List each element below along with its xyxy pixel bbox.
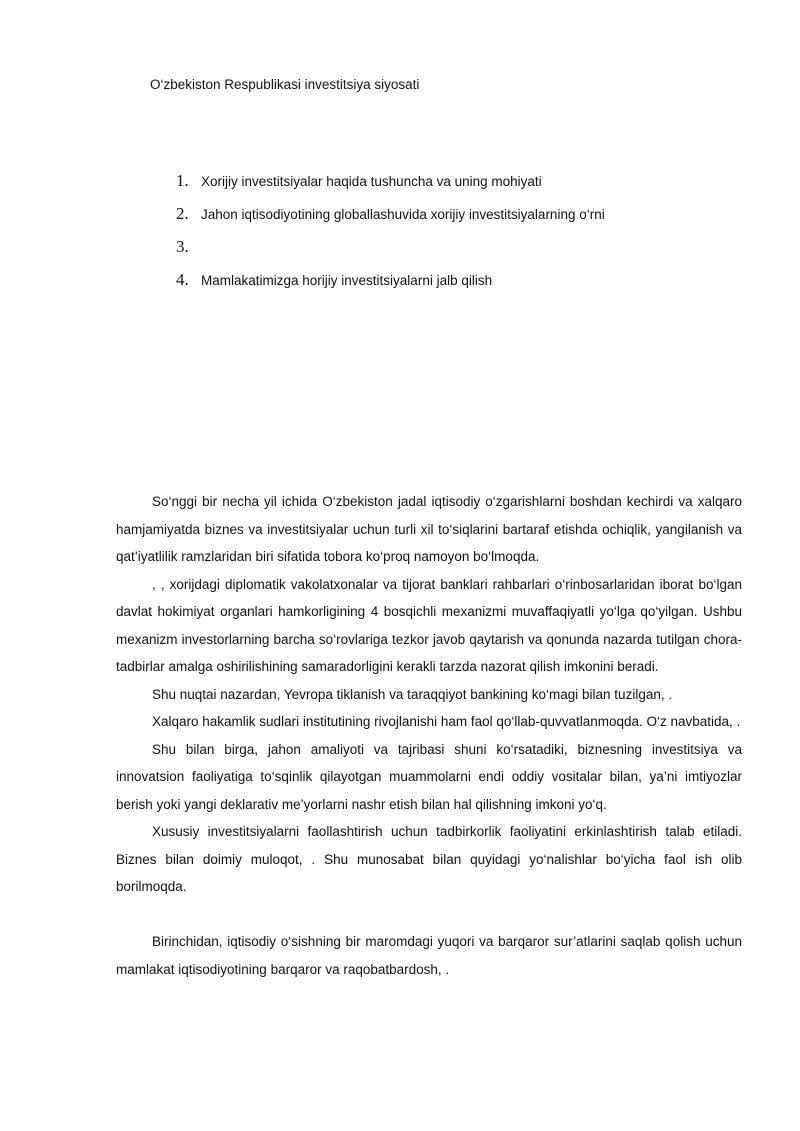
outline-text: Xorijiy investitsiyalar haqida tushuncha va uning mohiyati [201, 174, 542, 189]
outline-item [176, 234, 736, 267]
outline-number: 2. [176, 204, 189, 223]
document-title: O‘zbekiston Respublikasi investitsiya siyosati [150, 77, 420, 92]
paragraph: Shu bilan birga, jahon amaliyoti va tajribasi shuni ko‘rsatadiki, biznesning investitsiya va innovatsion faoliyatiga to‘sqinlik qilayotgan muammolarni endi oddiy vositalar bilan, ya’ni imtiyozlar berish yoki yangi deklarativ me’yorlarni nashr etish bilan hal qilishning imkoni yo‘q. [116, 741, 742, 812]
paragraph: So‘nggi bir necha yil ichida O‘zbekiston jadal iqtisodiy o‘zgarishlarni boshdan kechirdi va xalqaro hamjamiyatda biznes va investitsiyalar uchun turli xil to‘siqlarini bartaraf etishda ochiqlik, yangilanish va qat’iyatlilik ramzlaridan biri sifatida tobora ko‘proq namoyon bo‘lmoqda. [116, 494, 742, 564]
outline-text: Jahon iqtisodiyotining globallashuvida xorijiy investitsiyalarning o‘rni [201, 207, 605, 222]
paragraph: Xalqaro hakamlik sudlari institutining rivojlanishi ham faol qo‘llab-quvvatlanmoqda. O‘z navbatida, . [152, 714, 741, 729]
outline-number: 4. [176, 270, 189, 289]
paragraph: Birinchidan, iqtisodiy o‘sishning bir maromdagi yuqori va barqaror sur’atlarini saqlab qolish uchun mamlakat iqtisodiyotining barqaror va raqobatbardosh, . [116, 934, 742, 977]
outline-list [176, 168, 736, 300]
paragraph: , , xorijdagi diplomatik vakolatxonalar va tijorat banklari rahbarlari o‘rinbosarlaridan iborat bo‘lgan davlat hokimiyat organlari hamkorligining 4 bosqichli mexanizmi muvaffaqiyatli yo‘lga qo‘yilgan. Ushbu mexanizm investorlarning barcha so‘rovlariga tezkor javob qaytarish va qonunda nazarda tutilgan chora-tadbirlar amalga oshirilishining samaradorligini kerakli tarzda nazorat qilish imkonini beradi. [116, 576, 742, 674]
paragraph: Xususiy investitsiyalarni faollashtirish uchun tadbirkorlik faoliyatini erkinlashtirish talab etiladi. Biznes bilan doimiy muloqot, . Shu munosabat bilan quyidagi yo‘nalishlar bo‘yicha faol ish olib borilmoqda. [116, 824, 742, 894]
outline-number: 3. [176, 237, 189, 256]
outline-number: 1. [176, 171, 189, 190]
outline-item [176, 267, 736, 300]
body-text [116, 488, 742, 983]
outline-item [176, 168, 736, 201]
outline-item [176, 201, 736, 234]
outline-text: Mamlakatimizga horijiy investitsiyalarni jalb qilish [201, 273, 493, 288]
paragraph: Shu nuqtai nazardan, Yevropa tiklanish va taraqqiyot bankining ko‘magi bilan tuzilgan, . [152, 686, 673, 702]
